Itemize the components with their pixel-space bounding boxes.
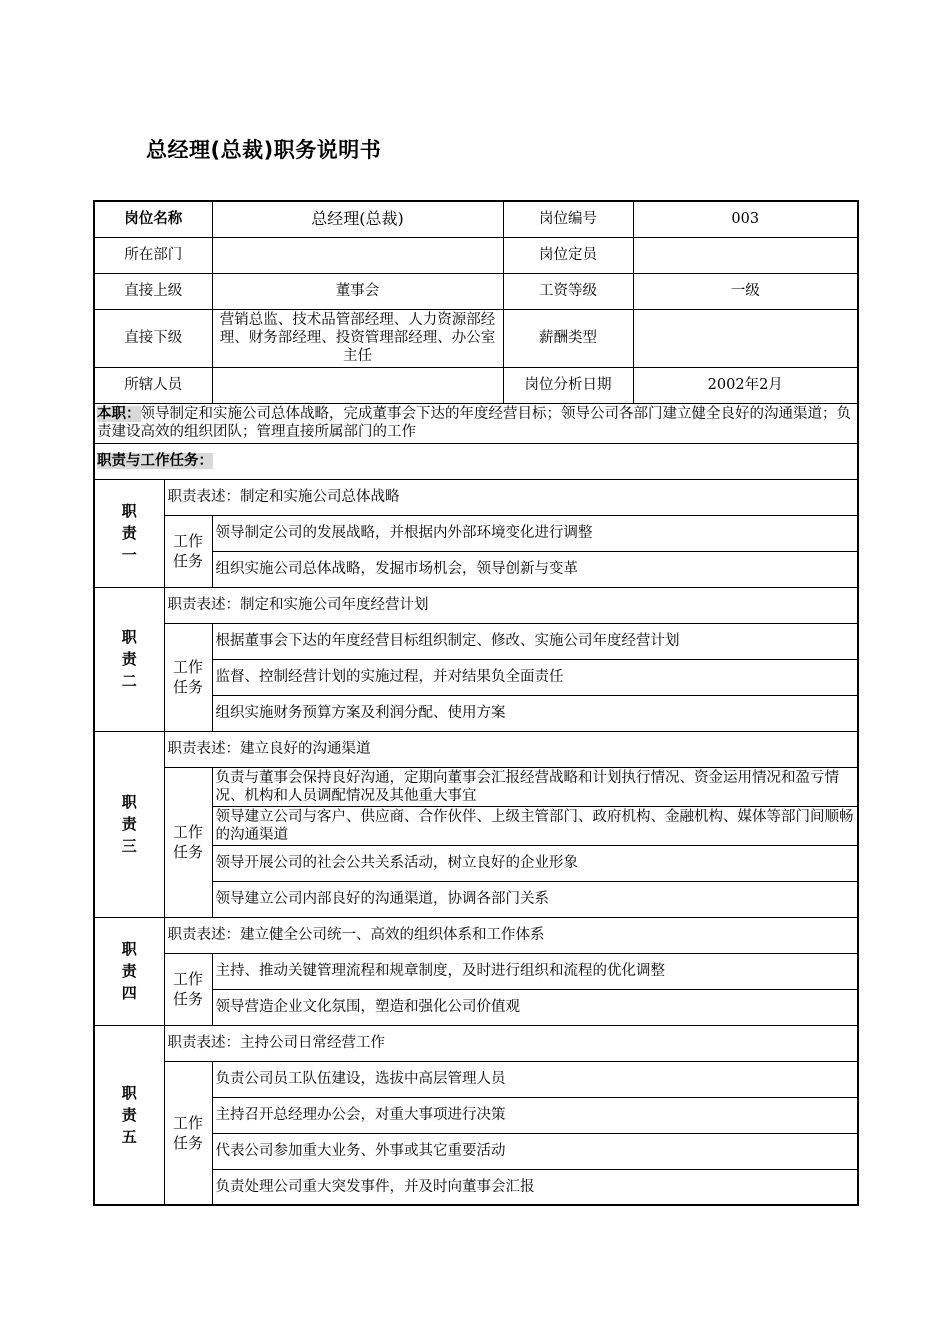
duty-label-text: 职责一 (121, 502, 137, 564)
task-item: 组织实施财务预算方案及利润分配、使用方案 (212, 695, 858, 731)
task-label (164, 953, 212, 1025)
duty-label (94, 917, 164, 1025)
duties-header-cell (94, 443, 858, 479)
task-label (164, 767, 212, 917)
dept-value (212, 237, 503, 273)
duties-header: 职责与工作任务： (97, 453, 213, 469)
task-item: 领导营造企业文化氛围，塑造和强化公司价值观 (212, 989, 858, 1025)
duty-statement: 职责表述：建立良好的沟通渠道 (164, 731, 858, 767)
staff-label: 所辖人员 (94, 367, 212, 403)
post-code-value: 003 (633, 201, 858, 237)
task-item: 代表公司参加重大业务、外事或其它重要活动 (212, 1133, 858, 1169)
task-label-text: 工作任务 (173, 532, 204, 570)
duty-label (94, 479, 164, 587)
duty-label-text: 职责二 (121, 628, 137, 690)
superior-value: 董事会 (212, 273, 503, 309)
task-item: 主持、推动关键管理流程和规章制度，及时进行组织和流程的优化调整 (212, 953, 858, 989)
staff-value (212, 367, 503, 403)
post-name-value: 总经理(总裁) (212, 201, 503, 237)
duty-label-text: 职责四 (121, 940, 137, 1002)
document-title: 总经理(总裁)职务说明书 (146, 138, 382, 162)
post-name-label: 岗位名称 (94, 201, 212, 237)
duty-summary-text: 领导制定和实施公司总体战略，完成董事会下达的年度经营目标；领导公司各部门建立健全良好的沟通渠道；负责建设高效的组织团队；管理直接所属部门的工作 (97, 406, 851, 440)
task-item: 根据董事会下达的年度经营目标组织制定、修改、实施公司年度经营计划 (212, 623, 858, 659)
duty-label (94, 587, 164, 731)
task-item: 负责处理公司重大突发事件，并及时向董事会汇报 (212, 1169, 858, 1205)
duty-statement: 职责表述：制定和实施公司年度经营计划 (164, 587, 858, 623)
task-item: 负责与董事会保持良好沟通，定期向董事会汇报经营战略和计划执行情况、资金运用情况和盈亏情况、机构和人员调配情况及其他重大事宜 (212, 767, 858, 806)
subordinate-value: 营销总监、技术品管部经理、人力资源部经理、财务部经理、投资管理部经理、办公室主任 (212, 309, 503, 367)
task-label (164, 623, 212, 731)
duty-label (94, 1025, 164, 1205)
pay-type-value (633, 309, 858, 367)
task-item: 领导制定公司的发展战略，并根据内外部环境变化进行调整 (212, 515, 858, 551)
salary-grade-value: 一级 (633, 273, 858, 309)
task-item: 领导建立公司与客户、供应商、合作伙伴、上级主管部门、政府机构、金融机构、媒体等部门间顺畅的沟通渠道 (212, 806, 858, 845)
headcount-label: 岗位定员 (503, 237, 633, 273)
pay-type-label: 薪酬类型 (503, 309, 633, 367)
analysis-date-value: 2002年2月 (633, 367, 858, 403)
task-item: 负责公司员工队伍建设，选拔中高层管理人员 (212, 1061, 858, 1097)
task-item: 主持召开总经理办公会，对重大事项进行决策 (212, 1097, 858, 1133)
superior-label: 直接上级 (94, 273, 212, 309)
task-label-text: 工作任务 (173, 970, 204, 1008)
job-description-table (93, 200, 859, 1206)
task-label-text: 工作任务 (173, 1113, 204, 1152)
duty-statement: 职责表述：主持公司日常经营工作 (164, 1025, 858, 1061)
duty-label-text: 职责五 (121, 1083, 137, 1146)
task-item: 领导建立公司内部良好的沟通渠道，协调各部门关系 (212, 881, 858, 917)
duty-label (94, 731, 164, 917)
task-label-text: 工作任务 (173, 658, 204, 696)
analysis-date-label: 岗位分析日期 (503, 367, 633, 403)
headcount-value (633, 237, 858, 273)
subordinate-label: 直接下级 (94, 309, 212, 367)
duty-statement: 职责表述：制定和实施公司总体战略 (164, 479, 858, 515)
task-item: 组织实施公司总体战略，发掘市场机会，领导创新与变革 (212, 551, 858, 587)
task-label (164, 515, 212, 587)
post-code-label: 岗位编号 (503, 201, 633, 237)
task-label (164, 1061, 212, 1205)
duty-statement: 职责表述：建立健全公司统一、高效的组织体系和工作体系 (164, 917, 858, 953)
task-label-text: 工作任务 (173, 823, 204, 861)
dept-label: 所在部门 (94, 237, 212, 273)
salary-grade-label: 工资等级 (503, 273, 633, 309)
task-item: 领导开展公司的社会公共关系活动，树立良好的企业形象 (212, 845, 858, 881)
duty-summary (94, 403, 858, 443)
duty-label-text: 职责三 (121, 793, 137, 855)
duty-summary-label: 本职： (97, 406, 141, 422)
task-item: 监督、控制经营计划的实施过程，并对结果负全面责任 (212, 659, 858, 695)
